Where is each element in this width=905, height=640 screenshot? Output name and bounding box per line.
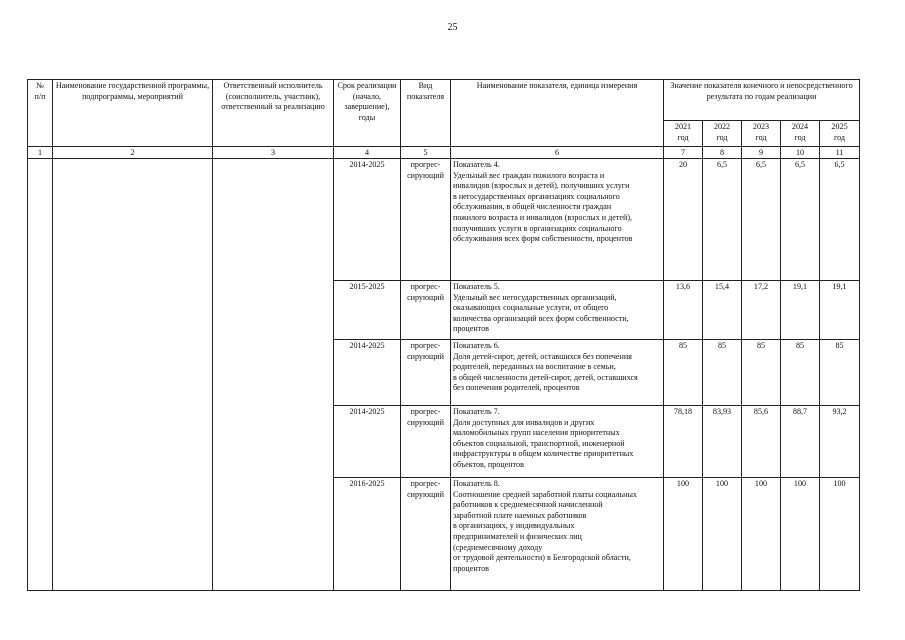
cell-term: 2014-2025 [334, 159, 401, 281]
cell-value: 100 [781, 478, 820, 591]
header-values: Значение показателя конечного и непосредственного результата по годам реализации [664, 80, 860, 121]
indicator-title: Показатель 4. [453, 160, 500, 169]
column-number: 3 [213, 147, 334, 159]
header-program: Наименование государственной программы, подпрограммы, мероприятий [53, 80, 213, 147]
cell-kind: прогрес- сирующий [401, 281, 451, 340]
indicator-title: Показатель 5. [453, 282, 500, 291]
cell-num-empty [28, 159, 53, 591]
cell-value: 88,7 [781, 406, 820, 478]
column-number: 4 [334, 147, 401, 159]
header-term: Срок реализации (начало, завершение), годы [334, 80, 401, 147]
column-number: 2 [53, 147, 213, 159]
header-num: № п/п [28, 80, 53, 147]
cell-kind: прогрес- сирующий [401, 340, 451, 406]
cell-value: 20 [664, 159, 703, 281]
cell-value: 85 [664, 340, 703, 406]
cell-value: 85 [742, 340, 781, 406]
cell-value: 6,5 [820, 159, 860, 281]
cell-value: 85 [703, 340, 742, 406]
cell-indicator [451, 406, 664, 478]
indicator-text: Удельный вес граждан пожилого возраста и инвалидов (взрослых и детей), получивших услуги в негосударственных организациях социального обслуживания, в общей численности граждан пожилого возраста и инвалидов (взрослых и детей), получивших услуги в организациях социального обслуживания всех форм собственности, процентов [453, 170, 633, 244]
cell-value: 78,18 [664, 406, 703, 478]
column-number: 11 [820, 147, 860, 159]
cell-value: 6,5 [781, 159, 820, 281]
header-indicator: Наименование показателя, единица измерения [451, 80, 664, 147]
cell-kind: прогрес- сирующий [401, 478, 451, 591]
cell-value: 93,2 [820, 406, 860, 478]
header-kind: Вид показателя [401, 80, 451, 147]
page-number: 25 [447, 22, 458, 33]
indicator-text: Удельный вес негосударственных организаций, оказывающих социальные услуги, от общего количества организаций всех форм собственности, процентов [453, 292, 629, 334]
cell-value: 85,6 [742, 406, 781, 478]
cell-value: 13,6 [664, 281, 703, 340]
cell-indicator [451, 478, 664, 591]
indicator-text: Соотношение средней заработной платы социальных работников к среднемесячной начисленной заработной плате наемных работников в организациях, у индивидуальных предпринимателей и физических лиц (среднемесячному доходу от трудовой деятельности) в Белгородской области, процентов [453, 489, 637, 573]
cell-value: 19,1 [820, 281, 860, 340]
header-year: 2022 год [703, 121, 742, 147]
header-row [28, 80, 860, 121]
cell-value: 85 [820, 340, 860, 406]
cell-value: 6,5 [742, 159, 781, 281]
cell-program-empty [53, 159, 213, 591]
column-number: 9 [742, 147, 781, 159]
cell-term: 2016-2025 [334, 478, 401, 591]
indicator-title: Показатель 6. [453, 341, 500, 350]
cell-value: 19,1 [781, 281, 820, 340]
column-number: 1 [28, 147, 53, 159]
table-row [28, 159, 860, 281]
cell-value: 17,2 [742, 281, 781, 340]
cell-value: 100 [703, 478, 742, 591]
column-number: 8 [703, 147, 742, 159]
cell-indicator [451, 159, 664, 281]
cell-value: 100 [742, 478, 781, 591]
header-year: 2023 год [742, 121, 781, 147]
cell-indicator [451, 340, 664, 406]
cell-value: 85 [781, 340, 820, 406]
header-executor: Ответственный исполнитель (соисполнитель, участник), ответственный за реализацию [213, 80, 334, 147]
cell-term: 2015-2025 [334, 281, 401, 340]
cell-kind: прогрес- сирующий [401, 159, 451, 281]
cell-value: 15,4 [703, 281, 742, 340]
cell-executor-empty [213, 159, 334, 591]
header-year: 2024 год [781, 121, 820, 147]
cell-value: 100 [664, 478, 703, 591]
column-number: 7 [664, 147, 703, 159]
cell-term: 2014-2025 [334, 340, 401, 406]
cell-term: 2014-2025 [334, 406, 401, 478]
header-year: 2025 год [820, 121, 860, 147]
header-year: 2021 год [664, 121, 703, 147]
column-number: 5 [401, 147, 451, 159]
indicator-text: Доля детей-сирот, детей, оставшихся без попечения родителей, переданных на воспитание в семьи, в общей численности детей-сирот, детей, оставшихся без попечения родителей, процентов [453, 351, 638, 393]
cell-value: 6,5 [703, 159, 742, 281]
cell-value: 83,93 [703, 406, 742, 478]
column-number: 6 [451, 147, 664, 159]
cell-kind: прогрес- сирующий [401, 406, 451, 478]
cell-value: 100 [820, 478, 860, 591]
indicator-title: Показатель 8. [453, 479, 500, 488]
indicator-table [27, 79, 860, 591]
cell-indicator [451, 281, 664, 340]
column-numbers-row [28, 147, 860, 159]
indicator-title: Показатель 7. [453, 407, 500, 416]
indicator-text: Доля доступных для инвалидов и других маломобильных групп населения приоритетных объектов социальной, транспортной, инженерной инфраструктуры в общем количестве приоритетных объектов, процентов [453, 417, 634, 469]
column-number: 10 [781, 147, 820, 159]
